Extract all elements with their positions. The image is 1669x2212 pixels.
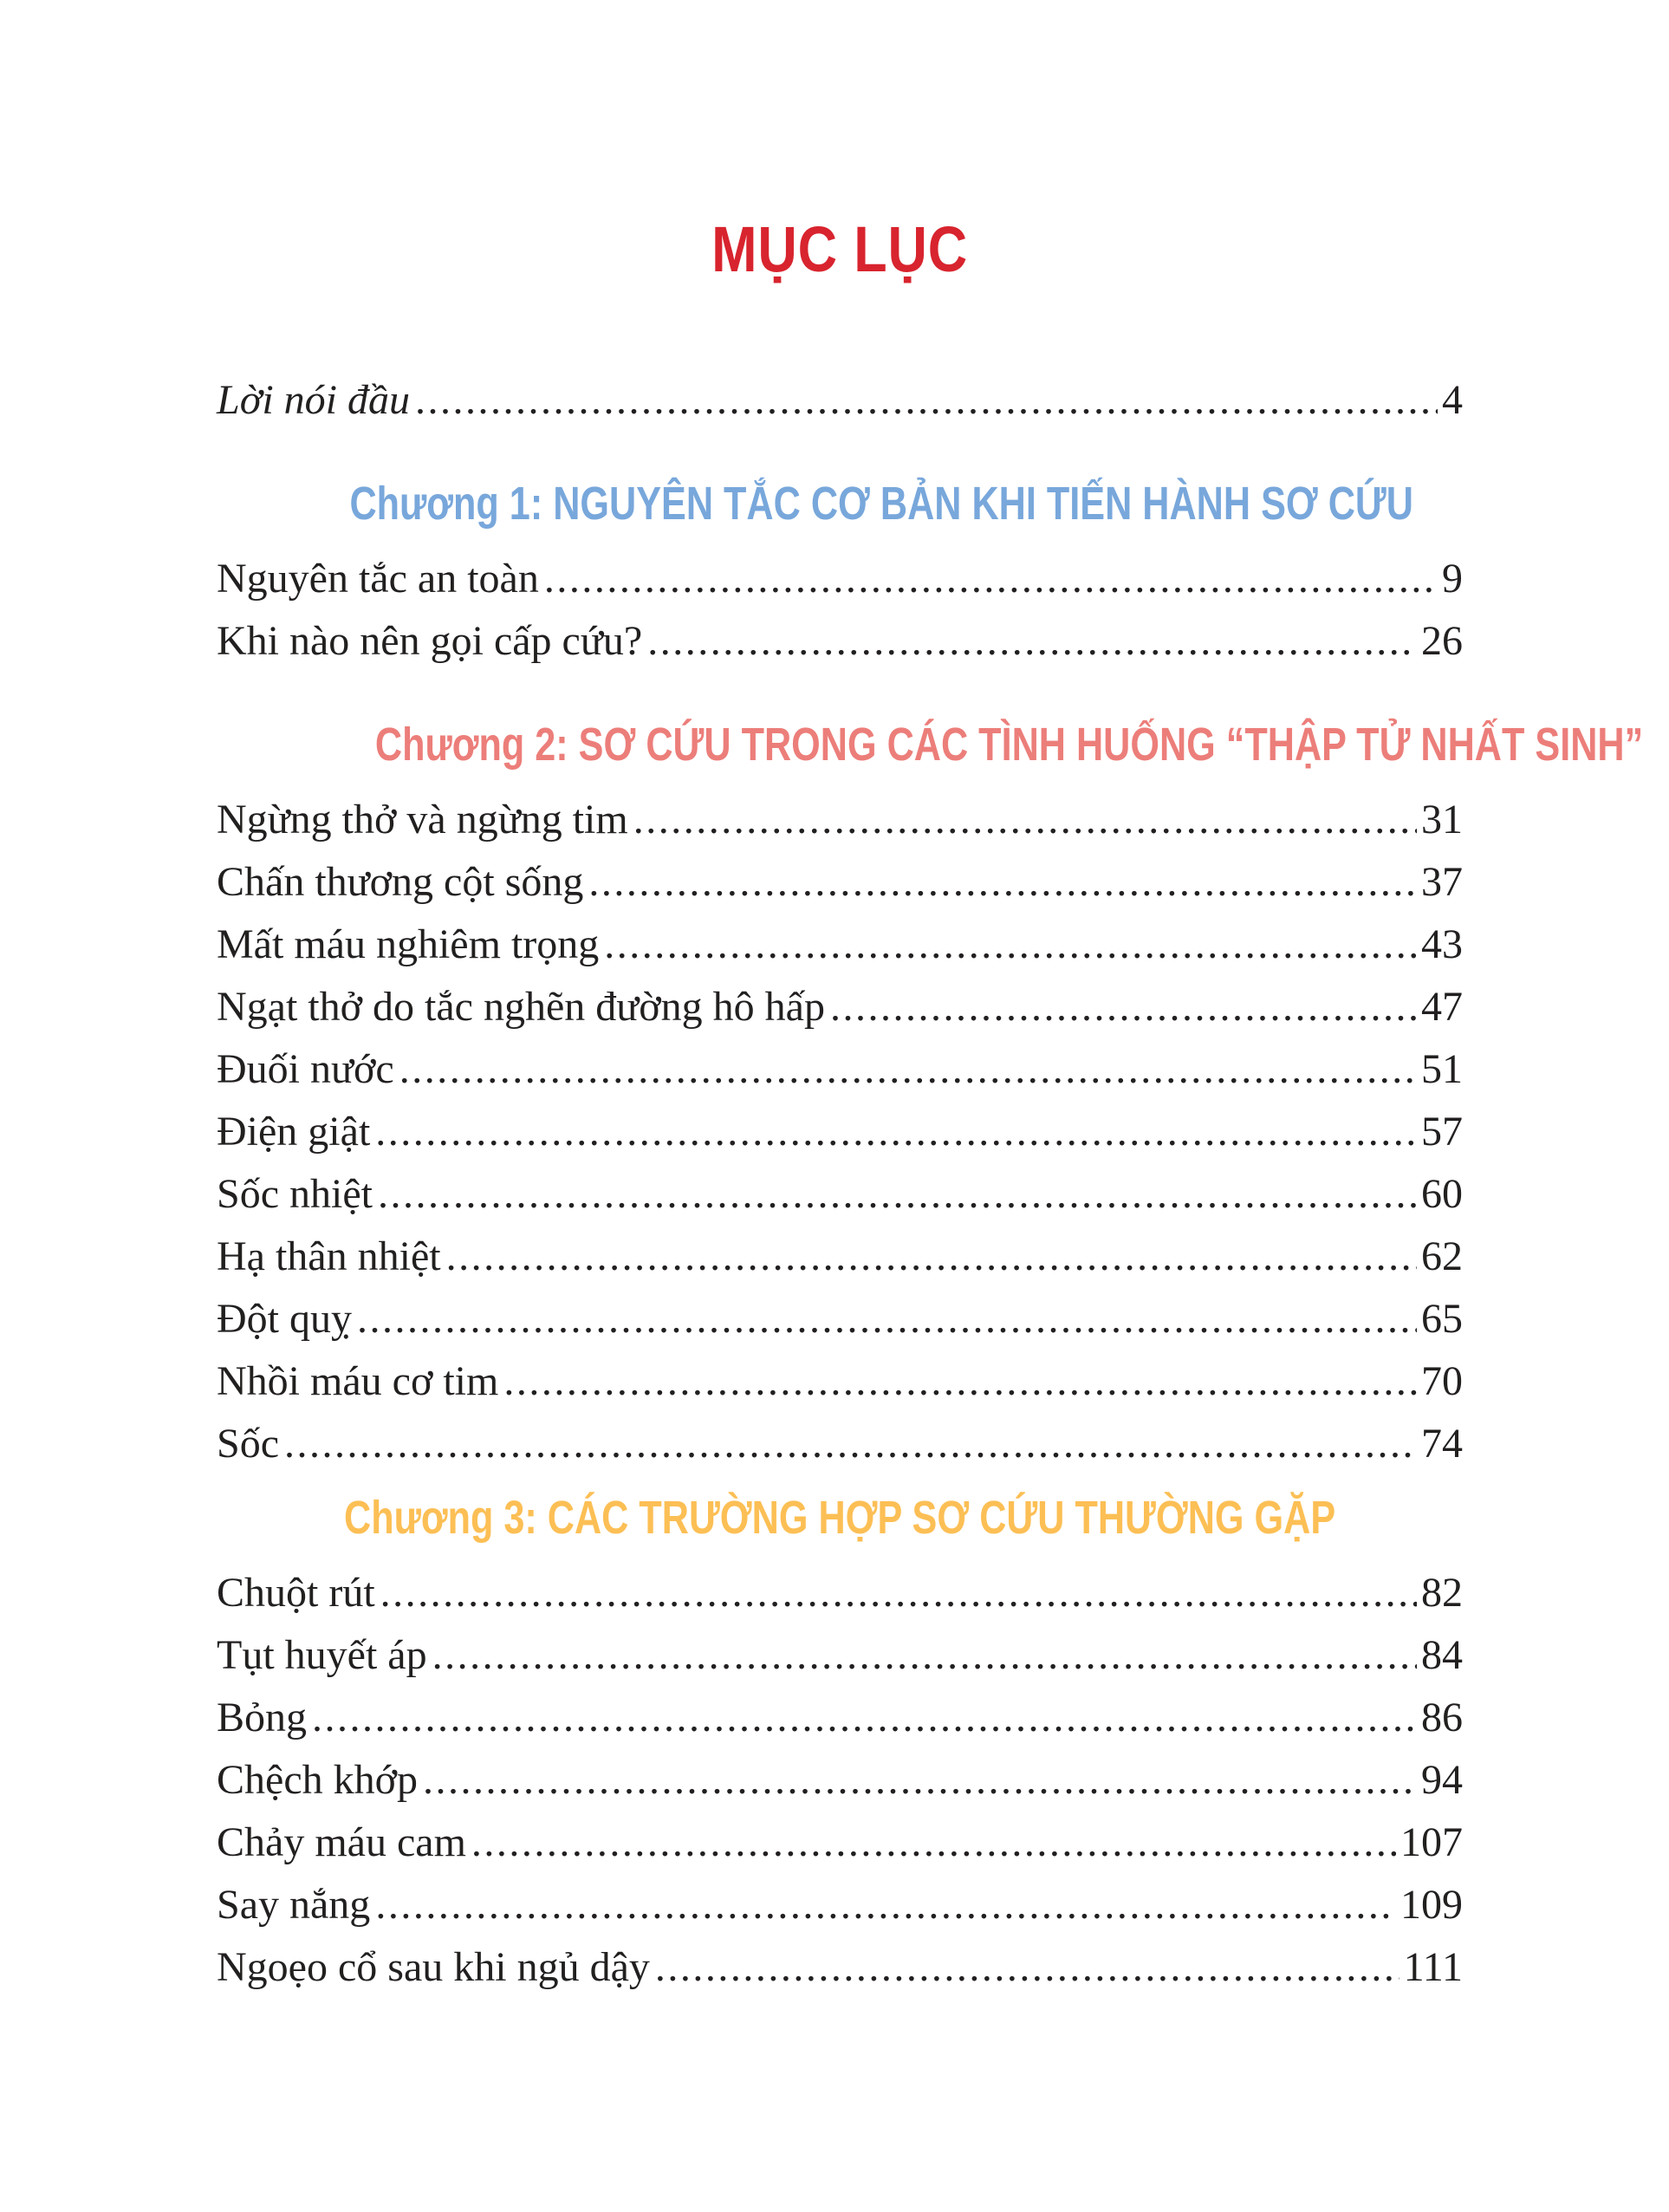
entry-page: 4 [1442, 377, 1463, 423]
entry-label: Đuối nước [217, 1046, 394, 1092]
dot-leader [503, 1350, 1417, 1413]
entry-label: Nhồi máu cơ tim [217, 1358, 499, 1404]
entry-page: 109 [1400, 1882, 1463, 1928]
toc-entry [217, 976, 1463, 1038]
dot-leader [647, 610, 1417, 673]
dot-leader [604, 914, 1417, 976]
toc-entry [217, 1163, 1463, 1226]
dot-leader [399, 1038, 1417, 1101]
toc-entry [217, 610, 1463, 673]
entry-label: Sốc nhiệt [217, 1171, 373, 1217]
toc-content [0, 211, 1669, 1999]
toc-entry [217, 851, 1463, 914]
entry-label: Sốc [217, 1421, 279, 1467]
entry-label: Ngạt thở do tắc nghẽn đường hô hấp [217, 984, 825, 1030]
entry-page: 107 [1400, 1819, 1463, 1865]
entry-page: 37 [1421, 859, 1463, 905]
entry-page: 84 [1421, 1632, 1463, 1678]
toc-entry [217, 1936, 1463, 1999]
entry-label: Ngoẹo cổ sau khi ngủ dậy [217, 1944, 650, 1990]
toc-entry [217, 1101, 1463, 1163]
chapter-heading [217, 470, 1463, 537]
dot-leader [284, 1413, 1417, 1475]
entry-page: 47 [1421, 984, 1463, 1030]
toc-entry [217, 1874, 1463, 1936]
entry-label: Bỏng [217, 1695, 308, 1740]
chapter-heading [217, 1484, 1463, 1552]
entry-label: Chệch khớp [217, 1757, 419, 1803]
dot-leader [544, 548, 1438, 610]
entry-page: 43 [1421, 921, 1463, 967]
dot-leader [375, 1874, 1396, 1936]
entry-label: Khi nào nên gọi cấp cứu? [217, 618, 643, 664]
chapter-heading-text: Chương 3: CÁC TRƯỜNG HỢP SƠ CỨU THƯỜNG GẶP [343, 1492, 1336, 1544]
entry-page: 65 [1421, 1296, 1463, 1342]
dot-leader [423, 1749, 1417, 1812]
dot-leader [588, 851, 1417, 914]
entry-label: Hạ thân nhiệt [217, 1233, 441, 1279]
entry-page: 70 [1421, 1358, 1463, 1404]
entry-label: Điện giật [217, 1109, 371, 1155]
dot-leader [471, 1812, 1396, 1874]
page-title-text: MỤC LỤC [711, 213, 968, 285]
entry-label: Nguyên tắc an toàn [217, 556, 539, 602]
chapter-heading-text: Chương 2: SƠ CỨU TRONG CÁC TÌNH HUỐNG “THẬP TỬ NHẤT SINH” [374, 719, 1644, 771]
dot-leader [380, 1562, 1417, 1624]
dot-leader [357, 1288, 1417, 1350]
entry-label: Đột quỵ [217, 1296, 352, 1342]
toc-entry [217, 1413, 1463, 1475]
entry-label: Chuột rút [217, 1570, 375, 1616]
entry-label: Chấn thương cột sống [217, 859, 584, 905]
dot-leader [655, 1936, 1399, 1999]
entry-label: Mất máu nghiêm trọng [217, 921, 600, 967]
toc-entry [217, 914, 1463, 976]
toc-entry [217, 789, 1463, 851]
entry-label: Lời nói đầu [217, 377, 410, 423]
toc-entry [217, 1749, 1463, 1812]
entry-page: 26 [1421, 618, 1463, 664]
dot-leader [415, 369, 1438, 432]
entry-page: 31 [1421, 797, 1463, 843]
toc-entry [217, 1687, 1463, 1749]
entry-page: 51 [1421, 1046, 1463, 1092]
entry-page: 57 [1421, 1109, 1463, 1155]
page-title [217, 211, 1463, 288]
chapter-heading [217, 711, 1644, 778]
entry-label: Ngừng thở và ngừng tim [217, 797, 628, 843]
toc-entry [217, 1812, 1463, 1874]
entry-page: 9 [1442, 556, 1463, 602]
dot-leader [446, 1226, 1417, 1288]
toc-entry [217, 369, 1463, 432]
entry-page: 111 [1403, 1944, 1463, 1990]
toc-entry [217, 1038, 1463, 1101]
toc-entry [217, 1624, 1463, 1687]
toc-entry [217, 548, 1463, 610]
entry-page: 62 [1421, 1233, 1463, 1279]
toc-entry [217, 1562, 1463, 1624]
toc-entry [217, 1350, 1463, 1413]
dot-leader [830, 976, 1417, 1038]
dot-leader [378, 1163, 1417, 1226]
chapter-heading-text: Chương 1: NGUYÊN TẮC CƠ BẢN KHI TIẾN HÀNH SƠ CỨU [349, 478, 1413, 530]
dot-leader [375, 1101, 1417, 1163]
dot-leader [432, 1624, 1417, 1687]
entry-label: Chảy máu cam [217, 1819, 466, 1865]
entry-page: 60 [1421, 1171, 1463, 1217]
toc-entry [217, 1288, 1463, 1350]
entry-page: 82 [1421, 1570, 1463, 1616]
entry-label: Say nắng [217, 1882, 371, 1928]
dot-leader [312, 1687, 1417, 1749]
entry-page: 74 [1421, 1421, 1463, 1467]
entry-page: 94 [1421, 1757, 1463, 1803]
dot-leader [633, 789, 1417, 851]
entry-page: 86 [1421, 1695, 1463, 1740]
entry-label: Tụt huyết áp [217, 1632, 427, 1678]
toc-entry [217, 1226, 1463, 1288]
